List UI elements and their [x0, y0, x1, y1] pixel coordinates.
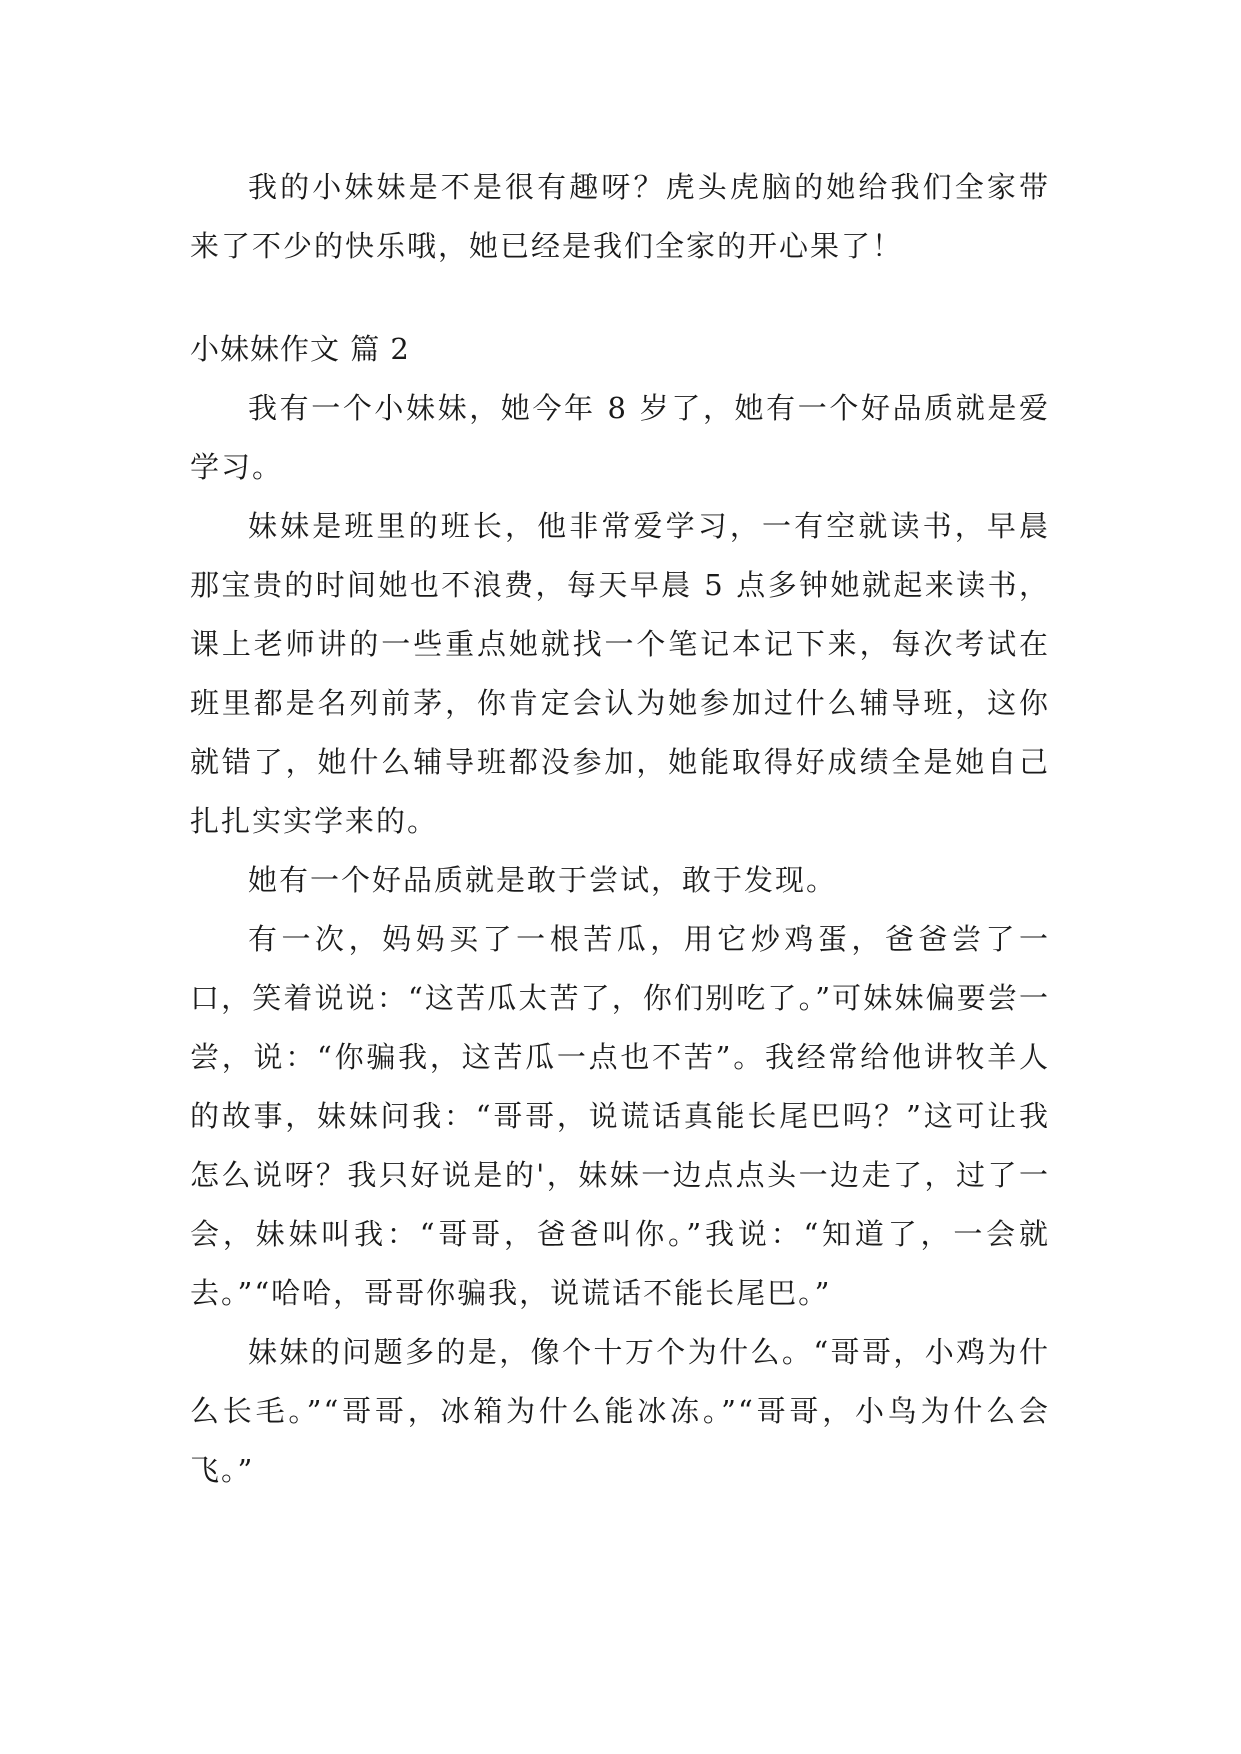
- section-heading: 小妹妹作文 篇 2: [190, 332, 410, 366]
- document-body: [190, 158, 1050, 1500]
- paragraph-intro-ending: 我的小妹妹是不是很有趣呀？虎头虎脑的她给我们全家带来了不少的快乐哦，她已经是我们全家的开心果了！: [190, 170, 1050, 263]
- paragraph: 妹妹是班里的班长，他非常爱学习，一有空就读书，早晨那宝贵的时间她也不浪费，每天早晨 5 点多钟她就起来读书，课上老师讲的一些重点她就找一个笔记本记下来，每次考试在班里都是名列前茅，你肯定会认为她参加过什么辅导班，这你就错了，她什么辅导班都没参加，她能取得好成绩全是她自己扎扎实实学来的。: [190, 509, 1050, 838]
- paragraph: 她有一个好品质就是敢于尝试，敢于发现。: [248, 863, 838, 897]
- paragraph: 我有一个小妹妹，她今年 8 岁了，她有一个好品质就是爱学习。: [190, 391, 1050, 484]
- paragraph: 有一次，妈妈买了一根苦瓜，用它炒鸡蛋，爸爸尝了一口，笑着说说：“这苦瓜太苦了，你们别吃了。”可妹妹偏要尝一尝，说：“你骗我，这苦瓜一点也不苦”。我经常给他讲牧羊人的故事，妹妹问我：“哥哥，说谎话真能长尾巴吗？”这可让我怎么说呀？我只好说是的'，妹妹一边点点头一边走了，过了一会，妹妹叫我：“哥哥，爸爸叫你。”我说：“知道了，一会就去。”“哈哈，哥哥你骗我，说谎话不能长尾巴。”: [190, 922, 1050, 1310]
- paragraph: 妹妹的问题多的是，像个十万个为什么。“哥哥，小鸡为什么长毛。”“哥哥，冰箱为什么能冰冻。”“哥哥，小鸟为什么会飞。”: [190, 1335, 1050, 1487]
